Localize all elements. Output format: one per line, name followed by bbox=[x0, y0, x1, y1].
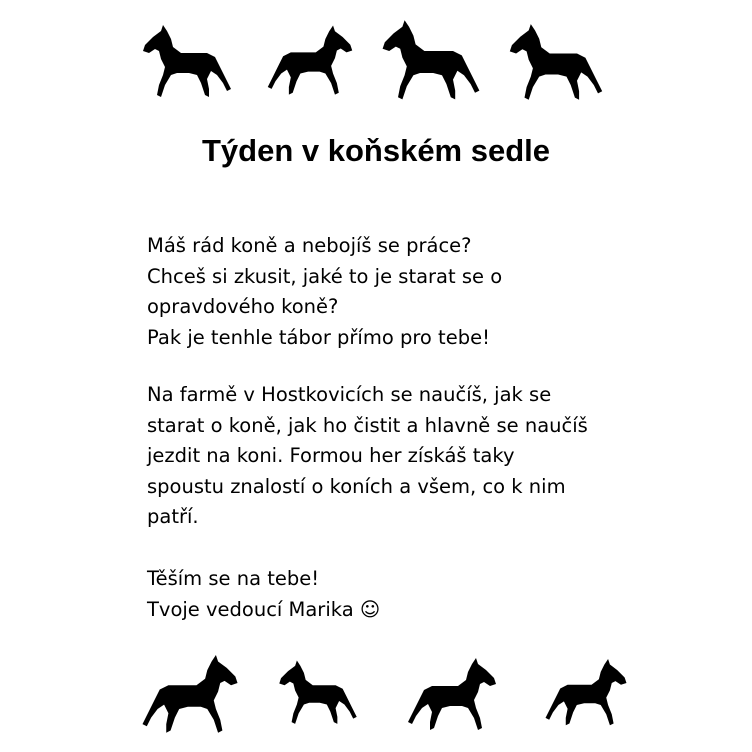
intro-line: Pak je tenhle tábor přímo pro tebe! bbox=[147, 325, 490, 349]
intro-line: Máš rád koně a nebojíš se práce? bbox=[147, 234, 472, 257]
body-line: patří. bbox=[147, 505, 199, 528]
galloping-horse-icon bbox=[274, 644, 362, 744]
bottom-horse-row bbox=[0, 640, 752, 740]
standing-horse-icon bbox=[376, 16, 486, 108]
body-line: starat o koně, jak ho čistit a hlavně se naučíš bbox=[147, 413, 588, 437]
intro-line: opravdového koně? bbox=[147, 295, 339, 318]
intro-paragraph bbox=[147, 231, 667, 353]
closing-greeting: Těším se na tebe! bbox=[147, 567, 320, 590]
rearing-horse-icon bbox=[137, 20, 237, 106]
walking-horse-icon bbox=[540, 646, 632, 742]
intro-line: Chceš si zkusit, jaké to je starat se o bbox=[147, 264, 503, 288]
closing-paragraph bbox=[147, 564, 667, 625]
closing-signature: Tvoje vedoucí Marika ☺ bbox=[147, 597, 381, 621]
top-horse-row bbox=[0, 10, 752, 110]
running-horse-icon bbox=[398, 656, 506, 736]
body-line: Na farmě v Hostkovicích se naučíš, jak se bbox=[147, 383, 552, 406]
bucking-horse-icon bbox=[495, 22, 617, 106]
page-title: Týden v koňském sedle bbox=[201, 133, 551, 168]
prancing-horse-icon bbox=[262, 18, 358, 106]
body-line: spoustu znalostí o koních a všem, co k nim bbox=[147, 474, 566, 498]
body-paragraph bbox=[147, 380, 667, 533]
trotting-horse-icon bbox=[136, 650, 244, 742]
body-line: jezdit na koni. Formou her získáš taky bbox=[147, 444, 515, 467]
